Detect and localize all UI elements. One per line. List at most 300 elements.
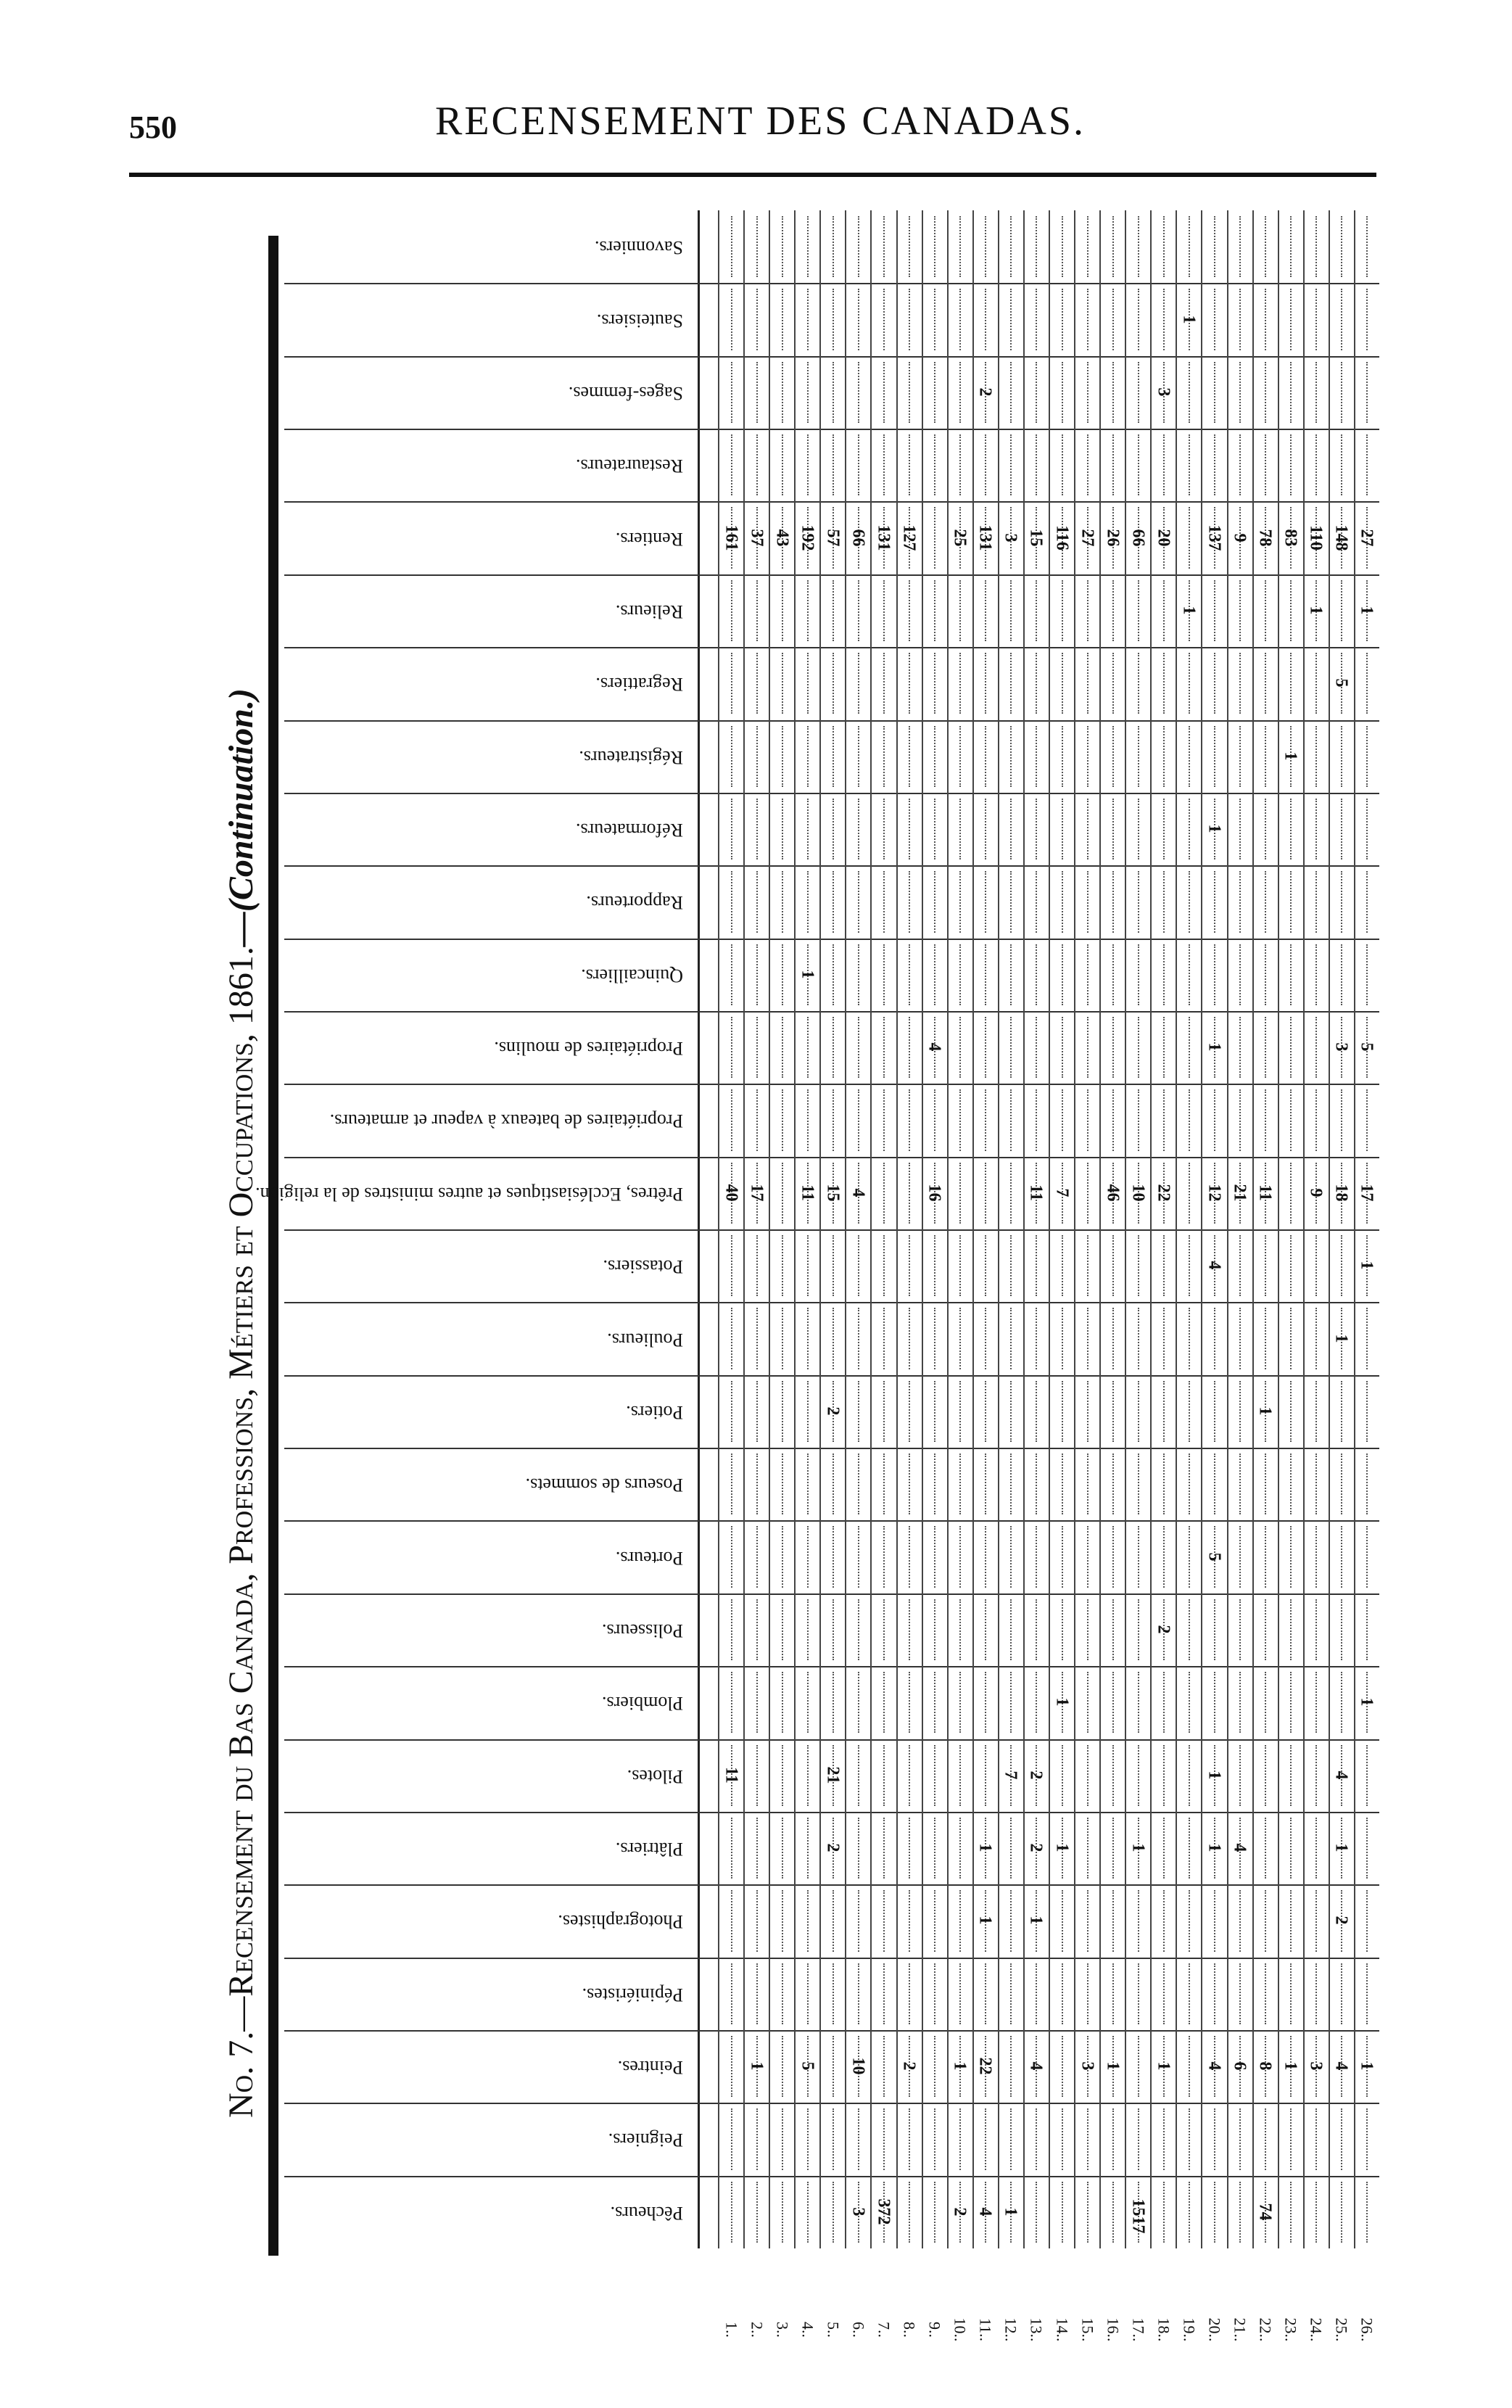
dot-leader xyxy=(1062,1089,1063,1150)
dot-leader xyxy=(1138,362,1139,423)
dot-leader xyxy=(1087,1526,1088,1587)
column-header-label: Potassiers. xyxy=(603,1256,683,1278)
table-cell-value: 2 xyxy=(823,1843,843,1852)
row-number: 14.. xyxy=(1053,2317,1072,2342)
dot-leader xyxy=(833,1963,834,2024)
column-header xyxy=(284,2176,698,2248)
dot-leader xyxy=(1112,1745,1114,1806)
table-cell-value: 1 xyxy=(1255,1406,1275,1416)
dot-leader xyxy=(1189,1963,1190,2024)
dot-leader xyxy=(807,871,809,932)
dot-leader xyxy=(1366,871,1368,932)
dot-leader xyxy=(782,726,783,787)
dot-leader xyxy=(1239,1963,1241,2024)
dot-leader xyxy=(985,726,986,787)
dot-leader xyxy=(1239,1890,1241,1951)
dot-leader xyxy=(1112,1381,1114,1442)
dot-leader xyxy=(1189,1235,1190,1296)
dot-leader xyxy=(1315,1381,1317,1442)
column-header xyxy=(284,1375,698,1448)
dot-leader xyxy=(1214,1454,1215,1514)
dot-leader xyxy=(1036,216,1037,277)
dot-leader xyxy=(1087,1890,1088,1951)
dot-leader xyxy=(1189,362,1190,423)
dot-leader xyxy=(959,1089,961,1150)
dot-leader xyxy=(1290,1890,1292,1951)
table-cell-value: 1517 xyxy=(1128,2198,1148,2234)
dot-leader xyxy=(782,871,783,932)
column-divider xyxy=(284,1739,1379,1741)
dot-leader xyxy=(1112,362,1114,423)
row-number: 11.. xyxy=(976,2317,995,2342)
dot-leader xyxy=(1062,1963,1063,2024)
dot-leader xyxy=(731,799,732,859)
dot-leader xyxy=(756,216,758,277)
dot-leader xyxy=(909,289,910,350)
dot-leader xyxy=(731,1599,732,1660)
table-cell-value: 372 xyxy=(874,2198,893,2225)
dot-leader xyxy=(1189,1308,1190,1369)
dot-leader xyxy=(782,1599,783,1660)
dot-leader xyxy=(1087,580,1088,641)
column-header-label: Pilotes. xyxy=(627,1765,683,1787)
dot-leader xyxy=(1189,2182,1190,2243)
dot-leader xyxy=(833,1089,834,1150)
column-header xyxy=(284,1958,698,2030)
column-header xyxy=(284,210,698,283)
dot-leader xyxy=(1112,799,1114,859)
column-header-label: Relieurs. xyxy=(615,601,683,622)
dot-leader xyxy=(1341,726,1342,787)
dot-leader xyxy=(858,726,859,787)
column-header xyxy=(284,1448,698,1520)
dot-leader xyxy=(858,1963,859,2024)
dot-leader xyxy=(1036,2108,1037,2169)
table-cell-value: 11 xyxy=(798,1184,817,1201)
dot-leader xyxy=(1265,726,1266,787)
table-cell-value: 5 xyxy=(1357,1042,1376,1052)
dot-leader xyxy=(782,1672,783,1733)
table-title xyxy=(221,688,261,2118)
dot-leader xyxy=(833,216,834,277)
dot-leader xyxy=(985,2108,986,2169)
row-divider xyxy=(1125,210,1126,2248)
dot-leader xyxy=(1239,289,1241,350)
dot-leader xyxy=(1138,1963,1139,2024)
dot-leader xyxy=(756,1818,758,1879)
dot-leader xyxy=(1112,1308,1114,1369)
column-divider xyxy=(284,1958,1379,1959)
dot-leader xyxy=(934,507,935,568)
table-cell-value: 15 xyxy=(823,1184,843,1202)
dot-leader xyxy=(756,1235,758,1296)
row-divider xyxy=(1074,210,1075,2248)
dot-leader xyxy=(1366,726,1368,787)
table-left-rule xyxy=(268,236,278,2256)
dot-leader xyxy=(731,1454,732,1514)
row-divider xyxy=(870,210,872,2248)
dot-leader xyxy=(1138,580,1139,641)
dot-leader xyxy=(858,799,859,859)
row-divider xyxy=(1150,210,1152,2248)
dot-leader xyxy=(1062,2108,1063,2169)
dot-leader xyxy=(985,216,986,277)
dot-leader xyxy=(833,434,834,495)
dot-leader xyxy=(1138,871,1139,932)
column-divider xyxy=(284,1666,1379,1667)
dot-leader xyxy=(1366,653,1368,714)
dot-leader xyxy=(883,1454,885,1514)
dot-leader xyxy=(1036,1454,1037,1514)
dot-leader xyxy=(807,1672,809,1733)
table-cell-value: 2 xyxy=(1154,1625,1173,1634)
dot-leader xyxy=(1010,362,1012,423)
dot-leader xyxy=(934,1818,935,1879)
dot-leader xyxy=(1112,944,1114,1005)
dot-leader xyxy=(756,580,758,641)
table-cell-value: 127 xyxy=(899,524,919,551)
dot-leader xyxy=(1062,216,1063,277)
dot-leader xyxy=(1189,799,1190,859)
table-cell-value: 192 xyxy=(798,524,817,551)
dot-leader xyxy=(731,362,732,423)
dot-leader xyxy=(1062,2036,1063,2097)
dot-leader xyxy=(934,1963,935,2024)
dot-leader xyxy=(909,799,910,859)
dot-leader xyxy=(1010,1963,1012,2024)
table-cell-value: 1 xyxy=(1306,606,1326,615)
table-title-main: No. 7.—Recensement du Bas Canada, Professions, Métiers et Occupations, 1861. xyxy=(222,947,260,2118)
dot-leader xyxy=(1366,1818,1368,1879)
dot-leader xyxy=(1239,1235,1241,1296)
dot-leader xyxy=(807,362,809,423)
column-divider xyxy=(284,574,1379,576)
dot-leader xyxy=(934,653,935,714)
dot-leader xyxy=(1189,2036,1190,2097)
column-header-label: Régistrateurs. xyxy=(579,746,683,768)
dot-leader xyxy=(1163,1890,1165,1951)
column-divider xyxy=(284,1812,1379,1813)
dot-leader xyxy=(731,1672,732,1733)
dot-leader xyxy=(883,944,885,1005)
row-number: 19.. xyxy=(1180,2317,1199,2342)
dot-leader xyxy=(1112,1963,1114,2024)
dot-leader xyxy=(909,1308,910,1369)
dot-leader xyxy=(1315,2108,1317,2169)
table-cell-value: 18 xyxy=(1331,1184,1351,1202)
dot-leader xyxy=(1214,362,1215,423)
dot-leader xyxy=(807,434,809,495)
dot-leader xyxy=(883,1745,885,1806)
row-divider xyxy=(998,210,999,2248)
dot-leader xyxy=(858,434,859,495)
column-header xyxy=(255,1157,698,1229)
dot-leader xyxy=(1315,1235,1317,1296)
dot-leader xyxy=(1341,871,1342,932)
dot-leader xyxy=(1010,1089,1012,1150)
dot-leader xyxy=(909,726,910,787)
dot-leader xyxy=(1366,2108,1368,2169)
dot-leader xyxy=(959,1017,961,1078)
column-header-label: Peigniers. xyxy=(608,2129,683,2151)
row-divider xyxy=(972,210,974,2248)
column-header xyxy=(284,356,698,429)
dot-leader xyxy=(1290,799,1292,859)
dot-leader xyxy=(1265,216,1266,277)
dot-leader xyxy=(1010,434,1012,495)
dot-leader xyxy=(1163,434,1165,495)
dot-leader xyxy=(1315,1089,1317,1150)
dot-leader xyxy=(1341,1454,1342,1514)
dot-leader xyxy=(1214,944,1215,1005)
dot-leader xyxy=(883,1890,885,1951)
dot-leader xyxy=(959,1745,961,1806)
dot-leader xyxy=(833,1599,834,1660)
column-header xyxy=(284,1739,698,1812)
table-cell-value: 7 xyxy=(1052,1188,1072,1197)
table-cell-value: 1 xyxy=(1205,1843,1224,1852)
table-cell-value: 4 xyxy=(1205,1261,1224,1270)
dot-leader xyxy=(833,580,834,641)
dot-leader xyxy=(1366,289,1368,350)
dot-leader xyxy=(934,871,935,932)
row-divider xyxy=(1278,210,1279,2248)
dot-leader xyxy=(1189,1163,1190,1224)
dot-leader xyxy=(1341,289,1342,350)
table-cell-value: 1 xyxy=(1179,606,1199,615)
dot-leader xyxy=(1239,434,1241,495)
dot-leader xyxy=(1265,1308,1266,1369)
dot-leader xyxy=(731,216,732,277)
table-cell-value: 4 xyxy=(975,2207,995,2217)
dot-leader xyxy=(1189,2108,1190,2169)
table-cell-value: 15 xyxy=(1026,529,1046,547)
row-number: 4.. xyxy=(798,2322,817,2338)
dot-leader xyxy=(807,216,809,277)
table-cell-value: 11 xyxy=(1255,1184,1275,1201)
table-cell-value: 40 xyxy=(722,1184,741,1202)
dot-leader xyxy=(934,1089,935,1150)
table-cell-value: 4 xyxy=(925,1042,944,1052)
dot-leader xyxy=(1214,2182,1215,2243)
dot-leader xyxy=(1315,726,1317,787)
column-header-label: Plâtriers. xyxy=(615,1839,683,1860)
dot-leader xyxy=(934,1308,935,1369)
dot-leader xyxy=(1189,726,1190,787)
dot-leader xyxy=(1315,362,1317,423)
dot-leader xyxy=(909,434,910,495)
dot-leader xyxy=(1239,726,1241,787)
dot-leader xyxy=(909,1235,910,1296)
dot-leader xyxy=(959,726,961,787)
dot-leader xyxy=(1341,434,1342,495)
dot-leader xyxy=(1036,726,1037,787)
table-cell-value: 1 xyxy=(1357,606,1376,615)
dot-leader xyxy=(1265,289,1266,350)
dot-leader xyxy=(782,289,783,350)
row-divider xyxy=(769,210,770,2248)
table-cell-value: 17 xyxy=(1357,1184,1376,1202)
dot-leader xyxy=(1315,1454,1317,1514)
dot-leader xyxy=(909,216,910,277)
row-divider xyxy=(922,210,923,2248)
dot-leader xyxy=(1010,653,1012,714)
dot-leader xyxy=(909,2108,910,2169)
dot-leader xyxy=(1062,1381,1063,1442)
dot-leader xyxy=(807,653,809,714)
dot-leader xyxy=(1239,1017,1241,1078)
column-header xyxy=(284,429,698,501)
column-divider xyxy=(284,356,1379,358)
dot-leader xyxy=(934,726,935,787)
row-divider xyxy=(1099,210,1101,2248)
dot-leader xyxy=(959,216,961,277)
dot-leader xyxy=(731,1526,732,1587)
dot-leader xyxy=(1087,799,1088,859)
dot-leader xyxy=(883,1672,885,1733)
column-header-label: Pêcheurs. xyxy=(610,2202,683,2224)
table-cell-value: 10 xyxy=(848,2057,868,2075)
dot-leader xyxy=(1189,1454,1190,1514)
dot-leader xyxy=(1062,289,1063,350)
dot-leader xyxy=(1214,1890,1215,1951)
dot-leader xyxy=(1366,1963,1368,2024)
dot-leader xyxy=(1189,1745,1190,1806)
dot-leader xyxy=(1290,871,1292,932)
dot-leader xyxy=(959,289,961,350)
dot-leader xyxy=(1239,1089,1241,1150)
column-header-label: Peintres. xyxy=(617,2057,683,2079)
dot-leader xyxy=(1189,216,1190,277)
dot-leader xyxy=(1010,799,1012,859)
dot-leader xyxy=(782,1454,783,1514)
dot-leader xyxy=(883,289,885,350)
table-cell-value: 43 xyxy=(772,529,792,547)
table-cell-value: 1 xyxy=(1001,2207,1020,2217)
dot-leader xyxy=(1341,1599,1342,1660)
dot-leader xyxy=(1214,1089,1215,1150)
dot-leader xyxy=(909,1672,910,1733)
dot-leader xyxy=(1315,2182,1317,2243)
dot-leader xyxy=(1087,1381,1088,1442)
dot-leader xyxy=(985,1454,986,1514)
dot-leader xyxy=(833,653,834,714)
row-divider xyxy=(718,210,719,2248)
dot-leader xyxy=(756,1308,758,1369)
dot-leader xyxy=(909,871,910,932)
dot-leader xyxy=(833,1454,834,1514)
dot-leader xyxy=(756,799,758,859)
dot-leader xyxy=(1062,1308,1063,1369)
dot-leader xyxy=(883,362,885,423)
dot-leader xyxy=(1112,1818,1114,1879)
dot-leader xyxy=(1290,1454,1292,1514)
row-number: 26.. xyxy=(1358,2317,1376,2342)
column-header-label: Potiers. xyxy=(626,1401,683,1423)
dot-leader xyxy=(1062,1890,1063,1951)
dot-leader xyxy=(782,2036,783,2097)
dot-leader xyxy=(731,1308,732,1369)
dot-leader xyxy=(1062,434,1063,495)
dot-leader xyxy=(1189,653,1190,714)
dot-leader xyxy=(883,580,885,641)
dot-leader xyxy=(1366,944,1368,1005)
dot-leader xyxy=(1112,434,1114,495)
row-number: 21.. xyxy=(1231,2317,1249,2342)
dot-leader xyxy=(782,2108,783,2169)
dot-leader xyxy=(909,1454,910,1514)
dot-leader xyxy=(1010,1163,1012,1224)
column-divider xyxy=(284,939,1379,940)
dot-leader xyxy=(985,580,986,641)
row-divider xyxy=(1252,210,1254,2248)
dot-leader xyxy=(807,799,809,859)
dot-leader xyxy=(1010,1381,1012,1442)
table-cell-value: 110 xyxy=(1306,524,1326,551)
dot-leader xyxy=(782,1381,783,1442)
column-header xyxy=(284,1593,698,1666)
dot-leader xyxy=(756,1526,758,1587)
dot-leader xyxy=(934,1890,935,1951)
dot-leader xyxy=(1087,362,1088,423)
dot-leader xyxy=(1290,2108,1292,2169)
dot-leader xyxy=(1010,1017,1012,1078)
dot-leader xyxy=(1163,1381,1165,1442)
table-cell-value: 9 xyxy=(1230,533,1249,543)
dot-leader xyxy=(1010,1454,1012,1514)
dot-leader xyxy=(807,1381,809,1442)
dot-leader xyxy=(1036,944,1037,1005)
dot-leader xyxy=(1036,799,1037,859)
row-divider xyxy=(1303,210,1305,2248)
dot-leader xyxy=(1366,1599,1368,1660)
column-header xyxy=(284,793,698,865)
column-header xyxy=(284,501,698,574)
dot-leader xyxy=(1036,1235,1037,1296)
row-divider xyxy=(1023,210,1025,2248)
table-cell-value: 17 xyxy=(747,1184,767,1202)
dot-leader xyxy=(883,1308,885,1369)
table-cell-value: 74 xyxy=(1255,2203,1275,2221)
dot-leader xyxy=(1214,216,1215,277)
row-divider xyxy=(819,210,821,2248)
dot-leader xyxy=(1010,1599,1012,1660)
dot-leader xyxy=(959,1454,961,1514)
row-divider xyxy=(1201,210,1202,2248)
table-cell-value: 1 xyxy=(1154,2061,1173,2071)
dot-leader xyxy=(1290,1381,1292,1442)
dot-leader xyxy=(909,2182,910,2243)
dot-leader xyxy=(731,2036,732,2097)
dot-leader xyxy=(858,1454,859,1514)
dot-leader xyxy=(858,1672,859,1733)
dot-leader xyxy=(1010,726,1012,787)
column-divider xyxy=(284,1520,1379,1522)
dot-leader xyxy=(807,1308,809,1369)
dot-leader xyxy=(1315,1017,1317,1078)
dot-leader xyxy=(1112,1890,1114,1951)
dot-leader xyxy=(1366,1890,1368,1951)
dot-leader xyxy=(1265,944,1266,1005)
dot-leader xyxy=(1214,580,1215,641)
dot-leader xyxy=(731,1963,732,2024)
row-divider xyxy=(1176,210,1177,2248)
dot-leader xyxy=(1062,580,1063,641)
dot-leader xyxy=(1341,1526,1342,1587)
table-cell-value: 22 xyxy=(1154,1184,1173,1202)
dot-leader xyxy=(1163,944,1165,1005)
dot-leader xyxy=(883,726,885,787)
